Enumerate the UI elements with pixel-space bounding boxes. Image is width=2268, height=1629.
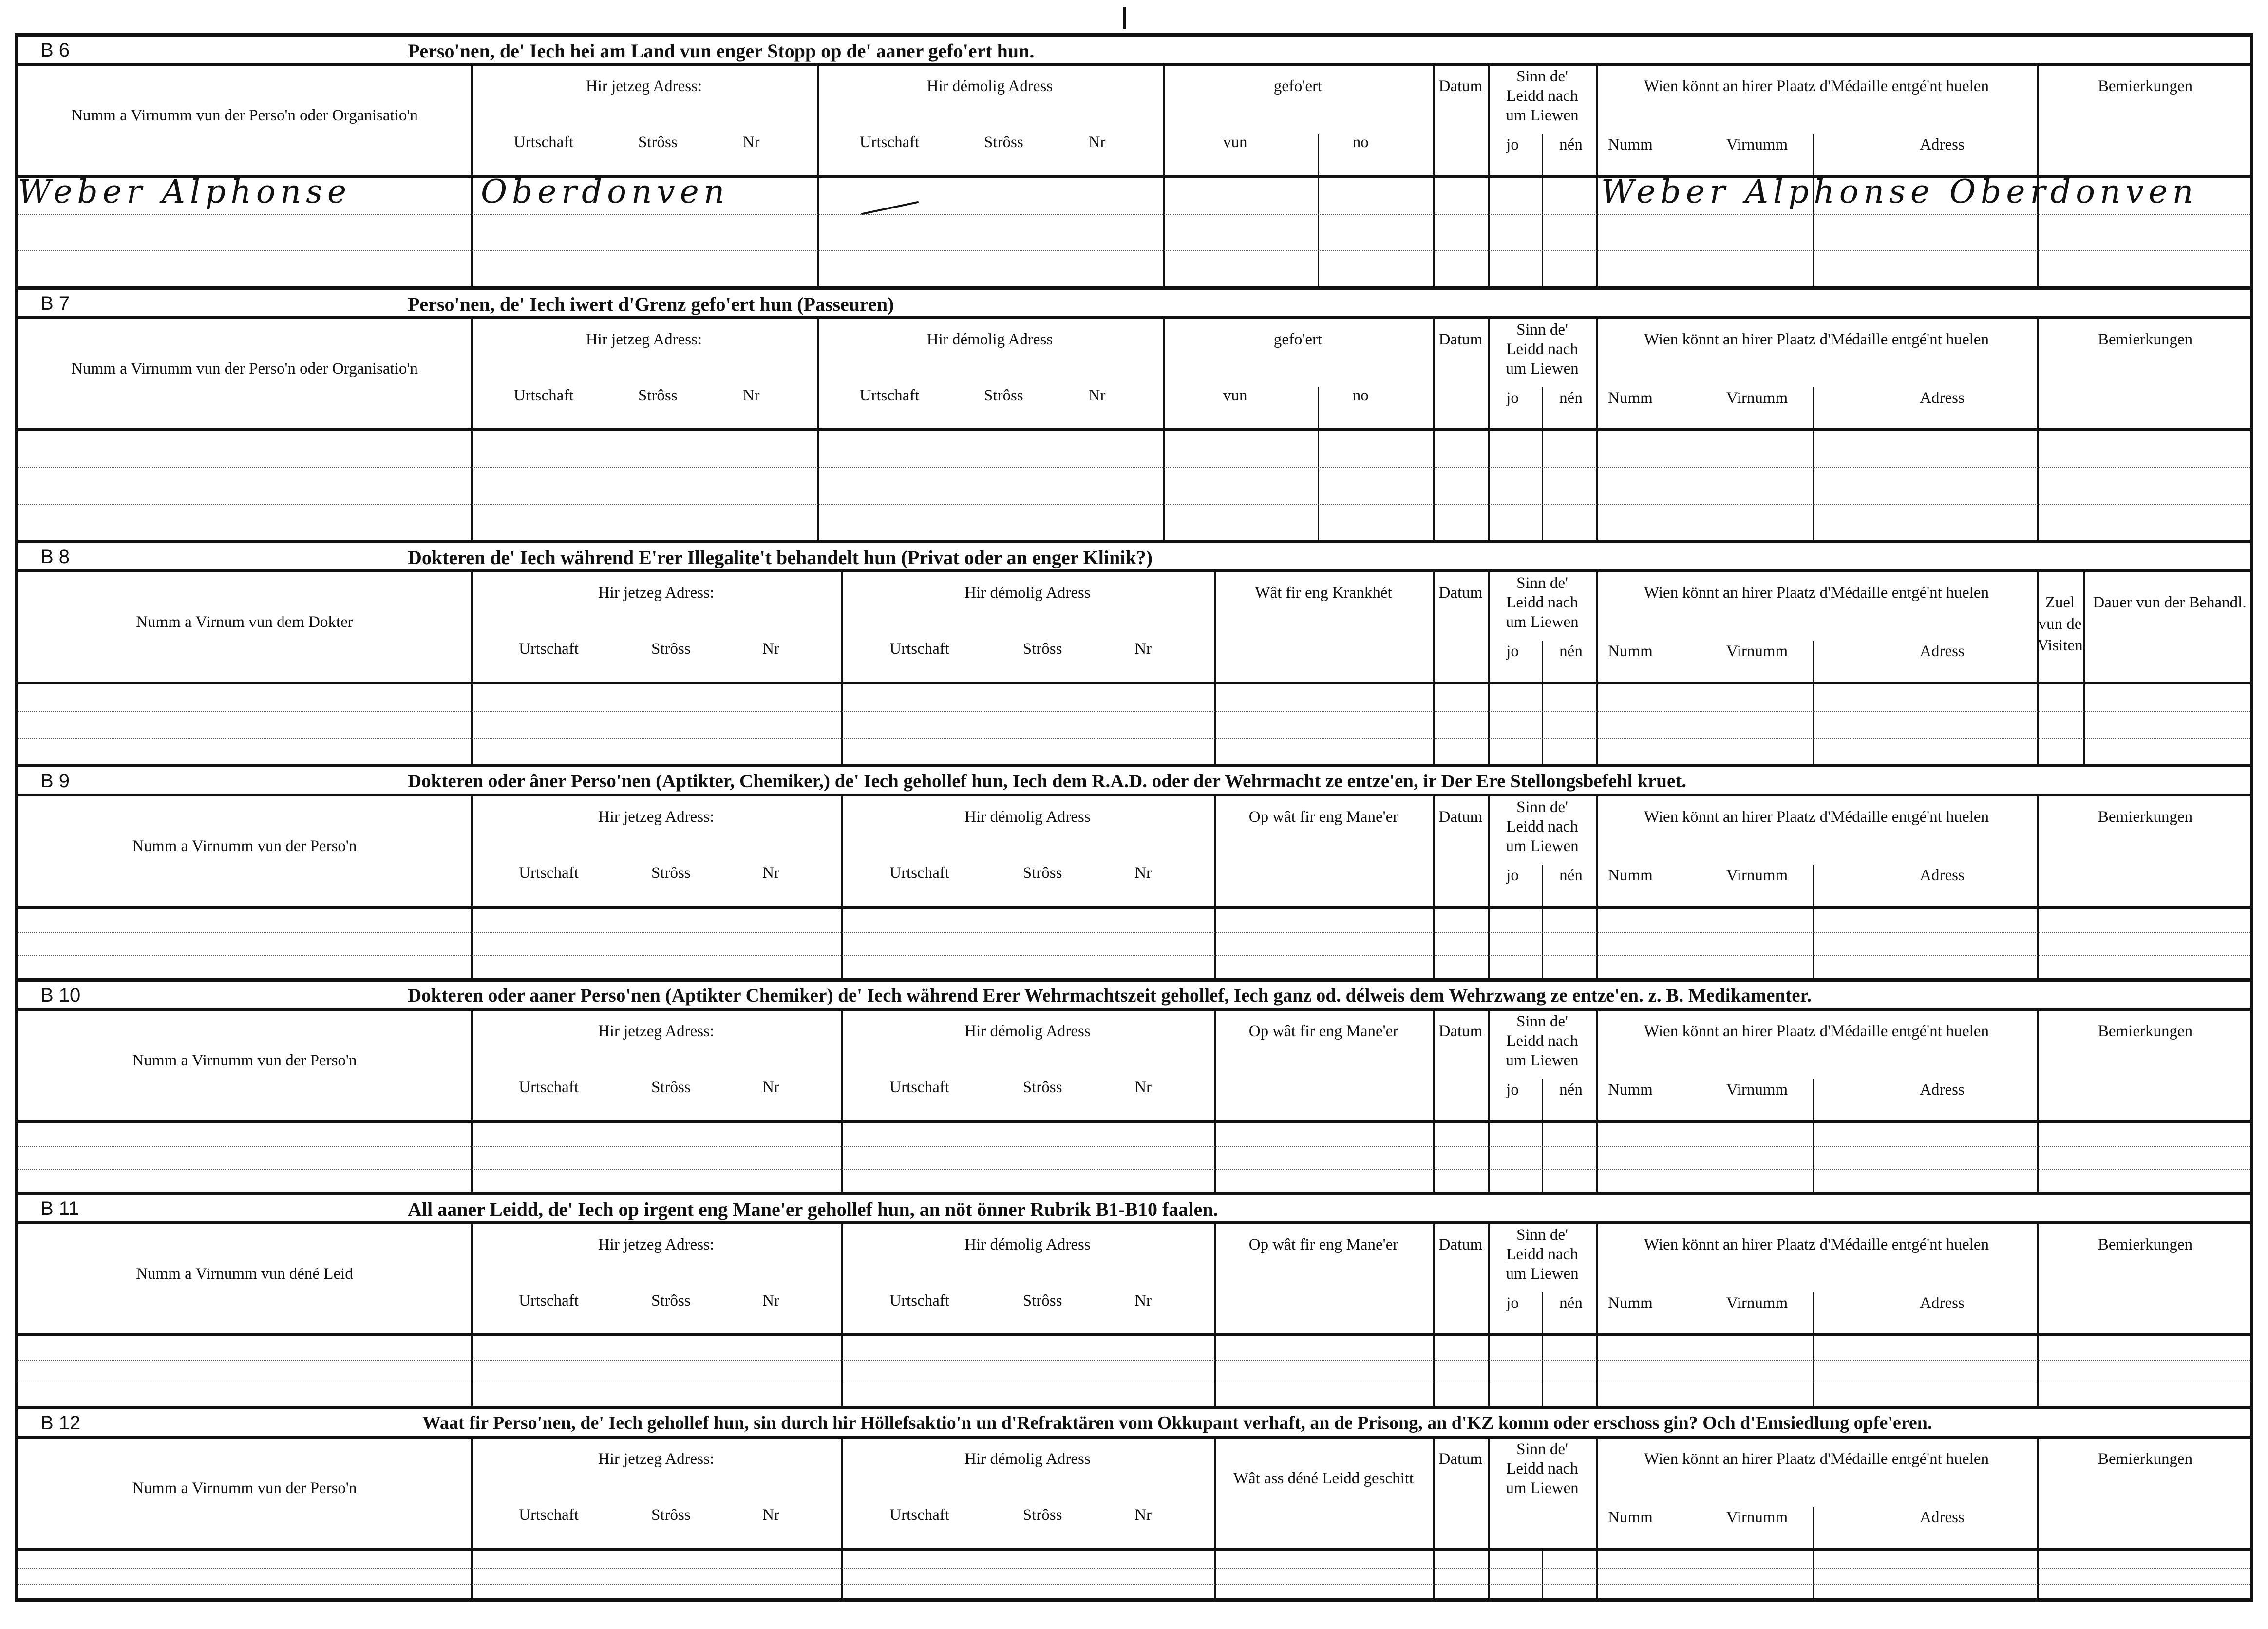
former-stross-header: Strôss	[984, 133, 1023, 151]
form-sheet	[15, 33, 2253, 1602]
header-row	[18, 66, 2250, 178]
col-current-address-header: Hir jetzeg Adress:	[598, 1023, 715, 1040]
col-remarks-header: Bemierkungen	[2098, 331, 2193, 348]
current-stross-header: Strôss	[651, 1292, 691, 1309]
current-nr-header: Nr	[742, 133, 760, 151]
current-urtschaft-header: Urtschaft	[519, 864, 579, 882]
entry-line	[18, 1360, 2250, 1361]
alive-no-header: nén	[1559, 1081, 1583, 1099]
current-nr-header: Nr	[762, 640, 779, 658]
subcol-divider	[1813, 1292, 1814, 1336]
medal-firstname-header: Virnumm	[1726, 643, 1788, 660]
former-stross-header: Strôss	[1022, 1292, 1062, 1309]
current-stross-header: Strôss	[638, 387, 678, 404]
former-nr-header: Nr	[1134, 864, 1152, 882]
col-remarks-header: Bemierkungen	[2098, 1450, 2193, 1468]
extra-from-header: vun	[1223, 133, 1247, 151]
col-current-address-header: Hir jetzeg Adress:	[598, 808, 715, 826]
medal-firstname-header: Virnumm	[1726, 136, 1788, 153]
header-row	[18, 1011, 2250, 1123]
col-current-address-header: Hir jetzeg Adress:	[598, 1450, 715, 1468]
alive-no-header: nén	[1559, 867, 1583, 884]
former-nr-header: Nr	[1088, 387, 1106, 404]
medal-name-header: Numm	[1608, 867, 1653, 884]
alive-no-header: nén	[1559, 643, 1583, 660]
subcol-divider	[1813, 1079, 1814, 1123]
col-medal-header: Wien könnt an hirer Plaatz d'Médaille entgé'nt huelen	[1644, 331, 1989, 348]
handwritten-current-address: Oberdonven	[481, 173, 730, 210]
col-medal-header: Wien könnt an hirer Plaatz d'Médaille entgé'nt huelen	[1644, 1236, 1989, 1253]
entry-area[interactable]	[18, 1551, 2250, 1601]
section-title-bar	[18, 1409, 2250, 1439]
subcol-divider	[1813, 1507, 1814, 1551]
section-title-bar	[18, 290, 2250, 319]
handwritten-medal-recipient: Weber Alphonse Oberdonven	[1601, 173, 2198, 210]
col-medal-header: Wien könnt an hirer Plaatz d'Médaille entgé'nt huelen	[1644, 1450, 1989, 1468]
subcol-divider	[1542, 1079, 1543, 1123]
alive-yes-header: jo	[1506, 1294, 1519, 1312]
col-duration-header: Dauer vun der Behandl.	[2093, 594, 2247, 611]
alive-yes-header: jo	[1506, 867, 1519, 884]
col-former-address-header: Hir démolig Adress	[926, 77, 1053, 95]
former-nr-header: Nr	[1134, 1079, 1152, 1096]
section-title: Dokteren de' Iech während E'rer Illegalite't behandelt hun (Privat oder an enger Klinik?)	[408, 547, 1153, 568]
col-alive-header: Sinn de' Leidd nach um Liewen	[1506, 1226, 1579, 1283]
subcol-divider	[1542, 134, 1543, 178]
col-medal-header: Wien könnt an hirer Plaatz d'Médaille entgé'nt huelen	[1644, 77, 1989, 95]
entry-line	[18, 250, 2250, 251]
entry-line	[18, 1169, 2250, 1170]
section-title: Dokteren oder âner Perso'nen (Aptikter, Chemiker,) de' Iech gehollef hun, Iech dem R.A.D. oder der Wehrmacht ze entze'en, ir Der Ere Stellongsbefehl kruet.	[408, 771, 1687, 792]
section-id: B 12	[40, 1412, 81, 1434]
col-extra-header: Wât fir eng Krankhét	[1255, 584, 1392, 602]
current-nr-header: Nr	[742, 387, 760, 404]
current-stross-header: Strôss	[651, 1079, 691, 1096]
alive-no-header: nén	[1559, 136, 1583, 153]
section-b7	[18, 290, 2250, 543]
col-name-header: Numm a Virnumm vun der Perso'n	[132, 837, 357, 855]
col-former-address-header: Hir démolig Adress	[964, 808, 1091, 826]
col-datum-header: Datum	[1438, 1450, 1483, 1468]
current-urtschaft-header: Urtschaft	[519, 1506, 579, 1524]
section-title: Waat fir Perso'nen, de' Iech gehollef hun, sin durch hir Höllefsaktio'n un d'Refraktären vom Okkupant verhaft, an de Prisong, an d'KZ komm oder erschoss gin? Och d'Emsiedlung opfe'eren.	[422, 1413, 1932, 1433]
subcol-divider	[1542, 1292, 1543, 1336]
entry-line	[18, 738, 2250, 739]
current-nr-header: Nr	[762, 1079, 779, 1096]
medal-name-header: Numm	[1608, 1509, 1653, 1526]
col-alive-header: Sinn de' Leidd nach um Liewen	[1506, 574, 1579, 631]
header-row	[18, 572, 2250, 684]
col-alive-header: Sinn de' Leidd nach um Liewen	[1506, 1440, 1579, 1497]
col-name-header: Numm a Virnumm vun déné Leid	[136, 1265, 353, 1283]
col-extra-header: gefo'ert	[1273, 77, 1323, 95]
col-extra-header: Op wât fir eng Mane'er	[1248, 808, 1399, 826]
section-title: Perso'nen, de' Iech hei am Land vun enger Stopp op de' aaner gefo'ert hun.	[408, 40, 1035, 62]
col-remarks-header: Bemierkungen	[2098, 808, 2193, 826]
medal-name-header: Numm	[1608, 1081, 1653, 1099]
former-nr-header: Nr	[1134, 1292, 1152, 1309]
former-nr-header: Nr	[1088, 133, 1106, 151]
col-datum-header: Datum	[1438, 808, 1483, 826]
col-former-address-header: Hir démolig Adress	[964, 584, 1091, 602]
alive-no-header: nén	[1559, 1294, 1583, 1312]
col-alive-header: Sinn de' Leidd nach um Liewen	[1506, 1013, 1579, 1069]
section-title-bar	[18, 37, 2250, 66]
former-stross-header: Strôss	[1022, 1506, 1062, 1524]
medal-firstname-header: Virnumm	[1726, 867, 1788, 884]
entry-line	[18, 1584, 2250, 1585]
col-name-header: Numm a Virnum vun dem Dokter	[136, 613, 353, 631]
section-b9	[18, 767, 2250, 982]
col-extra-header: Op wât fir eng Mane'er	[1248, 1236, 1399, 1253]
section-title-bar	[18, 1195, 2250, 1224]
entry-line	[18, 214, 2250, 215]
alive-no-header: nén	[1559, 389, 1583, 407]
col-datum-header: Datum	[1438, 1236, 1483, 1253]
subcol-divider	[1542, 387, 1543, 431]
col-name-header: Numm a Virnumm vun der Perso'n	[132, 1052, 357, 1069]
current-urtschaft-header: Urtschaft	[513, 387, 574, 404]
entry-line	[18, 1146, 2250, 1147]
entry-area[interactable]	[18, 1336, 2250, 1406]
col-current-address-header: Hir jetzeg Adress:	[586, 77, 702, 95]
section-title: All aaner Leidd, de' Iech op irgent eng Mane'er gehollef hun, an nöt önner Rubrik B1-B10 faalen.	[408, 1198, 1218, 1220]
subcol-divider	[1542, 865, 1543, 909]
section-id: B 7	[40, 293, 70, 314]
entry-area[interactable]	[18, 173, 2250, 286]
subcol-divider	[1813, 134, 1814, 178]
col-current-address-header: Hir jetzeg Adress:	[598, 1236, 715, 1253]
alive-yes-header: jo	[1506, 389, 1519, 407]
extra-to-header: no	[1352, 387, 1369, 404]
section-b11	[18, 1195, 2250, 1409]
col-former-address-header: Hir démolig Adress	[964, 1236, 1091, 1253]
alive-yes-header: jo	[1506, 136, 1519, 153]
medal-address-header: Adress	[1920, 1081, 1965, 1099]
col-remarks-header: Bemierkungen	[2098, 1236, 2193, 1253]
subcol-divider	[1813, 865, 1814, 909]
former-urtschaft-header: Urtschaft	[859, 387, 920, 404]
medal-firstname-header: Virnumm	[1726, 389, 1788, 407]
section-title-bar	[18, 982, 2250, 1011]
col-datum-header: Datum	[1438, 584, 1483, 602]
former-urtschaft-header: Urtschaft	[889, 1292, 950, 1309]
medal-firstname-header: Virnumm	[1726, 1081, 1788, 1099]
col-remarks-header: Bemierkungen	[2098, 77, 2193, 95]
medal-firstname-header: Virnumm	[1726, 1509, 1788, 1526]
top-marker	[1123, 7, 1126, 29]
extra-to-header: no	[1352, 133, 1369, 151]
col-remarks-header: Bemierkungen	[2098, 1023, 2193, 1040]
section-b12	[18, 1409, 2250, 1601]
section-id: B 9	[40, 770, 70, 792]
section-title: Perso'nen, de' Iech iwert d'Grenz gefo'ert hun (Passeuren)	[408, 293, 894, 315]
col-alive-header: Sinn de' Leidd nach um Liewen	[1506, 321, 1579, 378]
entry-line	[18, 1568, 2250, 1569]
current-stross-header: Strôss	[651, 864, 691, 882]
alive-yes-header: jo	[1506, 643, 1519, 660]
col-medal-header: Wien könnt an hirer Plaatz d'Médaille entgé'nt huelen	[1644, 808, 1989, 826]
subcol-divider	[1318, 134, 1319, 178]
entry-line	[18, 467, 2250, 468]
col-extra-header: Wât ass déné Leidd geschitt	[1233, 1470, 1414, 1487]
entry-area[interactable]	[18, 431, 2250, 540]
handwritten-name: Weber Alphonse	[18, 173, 352, 210]
current-urtschaft-header: Urtschaft	[513, 133, 574, 151]
col-current-address-header: Hir jetzeg Adress:	[586, 331, 702, 348]
section-id: B 10	[40, 985, 81, 1006]
current-urtschaft-header: Urtschaft	[519, 640, 579, 658]
current-nr-header: Nr	[762, 864, 779, 882]
header-row	[18, 796, 2250, 909]
former-stross-header: Strôss	[1022, 640, 1062, 658]
former-stross-header: Strôss	[1022, 1079, 1062, 1096]
subcol-divider	[1813, 387, 1814, 431]
col-datum-header: Datum	[1438, 331, 1483, 348]
header-row	[18, 1439, 2250, 1551]
col-name-header: Numm a Virnumm vun der Perso'n oder Organisatio'n	[71, 107, 418, 124]
current-nr-header: Nr	[762, 1292, 779, 1309]
col-former-address-header: Hir démolig Adress	[926, 331, 1053, 348]
header-row	[18, 319, 2250, 431]
entry-area[interactable]	[18, 684, 2250, 764]
entry-line	[18, 504, 2250, 505]
former-nr-header: Nr	[1134, 640, 1152, 658]
former-urtschaft-header: Urtschaft	[889, 1506, 950, 1524]
col-medal-header: Wien könnt an hirer Plaatz d'Médaille entgé'nt huelen	[1644, 584, 1989, 602]
current-stross-header: Strôss	[651, 640, 691, 658]
section-b6	[18, 37, 2250, 290]
former-urtschaft-header: Urtschaft	[889, 864, 950, 882]
section-b8	[18, 543, 2250, 767]
former-urtschaft-header: Urtschaft	[889, 640, 950, 658]
col-name-header: Numm a Virnumm vun der Perso'n	[132, 1479, 357, 1497]
entry-area[interactable]	[18, 1123, 2250, 1192]
medal-name-header: Numm	[1608, 1294, 1653, 1312]
medal-address-header: Adress	[1920, 867, 1965, 884]
medal-address-header: Adress	[1920, 643, 1965, 660]
section-title-bar	[18, 767, 2250, 796]
section-id: B 11	[40, 1198, 79, 1219]
col-alive-header: Sinn de' Leidd nach um Liewen	[1506, 798, 1579, 855]
current-stross-header: Strôss	[651, 1506, 691, 1524]
col-medal-header: Wien könnt an hirer Plaatz d'Médaille entgé'nt huelen	[1644, 1023, 1989, 1040]
col-alive-header: Sinn de' Leidd nach um Liewen	[1506, 68, 1579, 124]
entry-area[interactable]	[18, 909, 2250, 978]
section-title-bar	[18, 543, 2250, 572]
medal-address-header: Adress	[1920, 389, 1965, 407]
col-former-address-header: Hir démolig Adress	[964, 1450, 1091, 1468]
medal-address-header: Adress	[1920, 1294, 1965, 1312]
col-visits-header: Zuel vun de Visiten	[2037, 594, 2083, 654]
extra-from-header: vun	[1223, 387, 1247, 404]
medal-address-header: Adress	[1920, 1509, 1965, 1526]
medal-firstname-header: Virnumm	[1726, 1294, 1788, 1312]
former-stross-header: Strôss	[984, 387, 1023, 404]
col-datum-header: Datum	[1438, 77, 1483, 95]
former-urtschaft-header: Urtschaft	[889, 1079, 950, 1096]
col-datum-header: Datum	[1438, 1023, 1483, 1040]
col-name-header: Numm a Virnumm vun der Perso'n oder Organisatio'n	[71, 360, 418, 378]
current-urtschaft-header: Urtschaft	[519, 1292, 579, 1309]
former-nr-header: Nr	[1134, 1506, 1152, 1524]
col-former-address-header: Hir démolig Adress	[964, 1023, 1091, 1040]
current-urtschaft-header: Urtschaft	[519, 1079, 579, 1096]
col-current-address-header: Hir jetzeg Adress:	[598, 584, 715, 602]
former-stross-header: Strôss	[1022, 864, 1062, 882]
current-stross-header: Strôss	[638, 133, 678, 151]
col-extra-header: gefo'ert	[1273, 331, 1323, 348]
subcol-divider	[1318, 387, 1319, 431]
col-extra-header: Op wât fir eng Mane'er	[1248, 1023, 1399, 1040]
subcol-divider	[1542, 641, 1543, 684]
medal-name-header: Numm	[1608, 643, 1653, 660]
current-nr-header: Nr	[762, 1506, 779, 1524]
dash-mark	[861, 201, 919, 215]
medal-name-header: Numm	[1608, 389, 1653, 407]
medal-name-header: Numm	[1608, 136, 1653, 153]
section-b10	[18, 982, 2250, 1195]
subcol-divider	[1813, 641, 1814, 684]
entry-line	[18, 711, 2250, 712]
former-urtschaft-header: Urtschaft	[859, 133, 920, 151]
entry-line	[18, 955, 2250, 956]
section-id: B 8	[40, 546, 70, 568]
alive-yes-header: jo	[1506, 1081, 1519, 1099]
header-row	[18, 1224, 2250, 1336]
entry-line	[18, 932, 2250, 933]
section-id: B 6	[40, 39, 70, 61]
section-title: Dokteren oder aaner Perso'nen (Aptikter Chemiker) de' Iech während Erer Wehrmachtszeit gehollef, Iech ganz od. délweis dem Wehrzwang ze entze'en. z. B. Medikamenter.	[408, 985, 1812, 1006]
medal-address-header: Adress	[1920, 136, 1965, 153]
